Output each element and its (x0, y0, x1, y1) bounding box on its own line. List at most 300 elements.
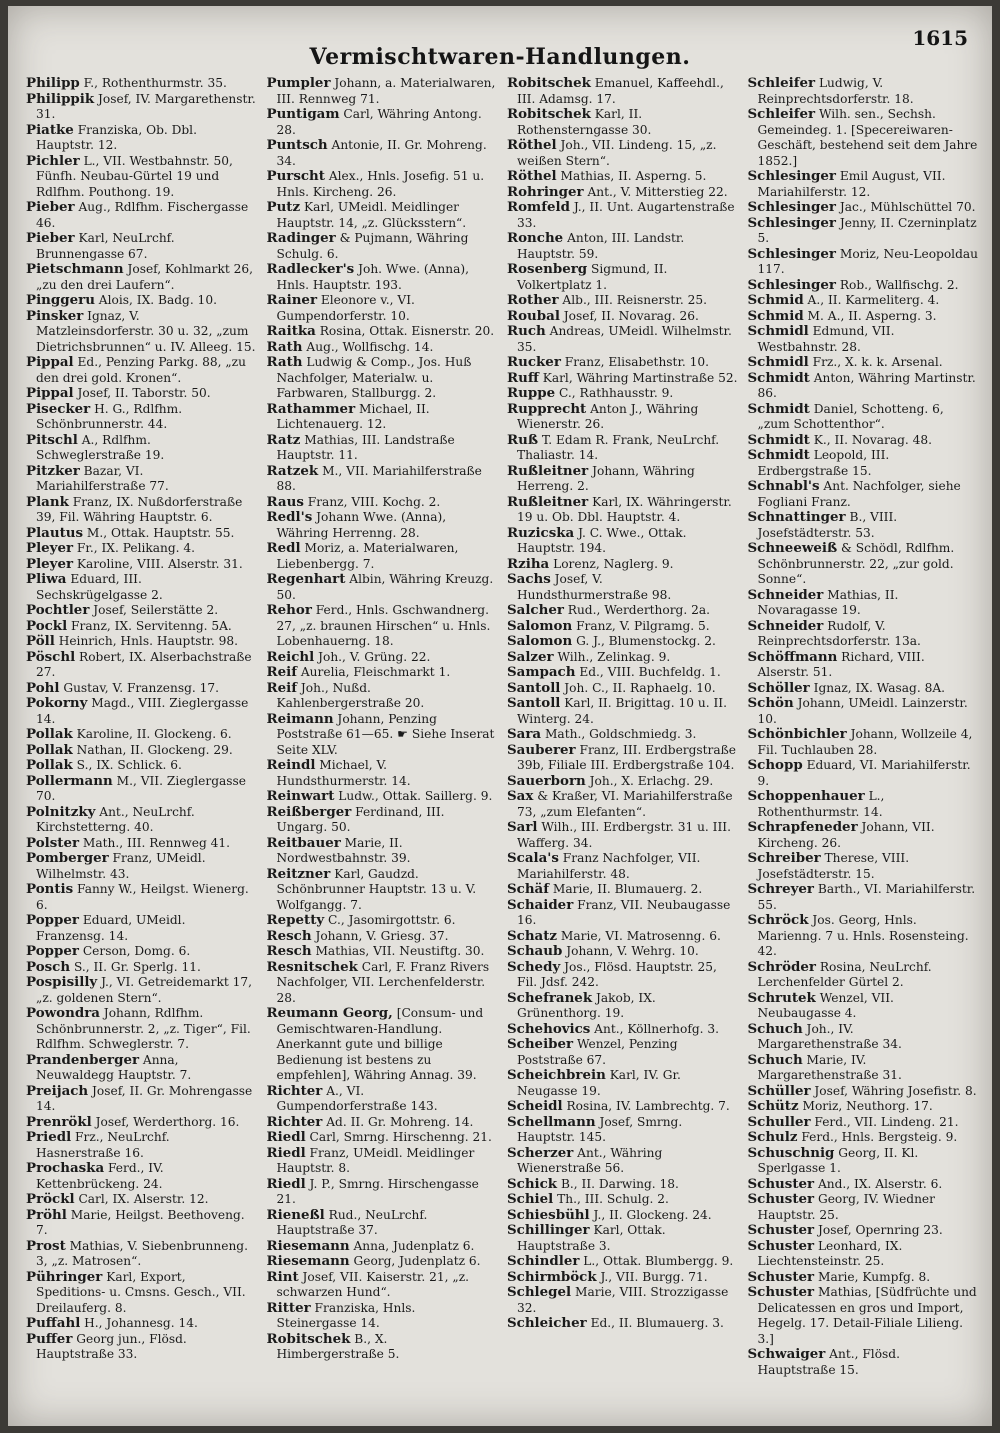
directory-columns (26, 76, 982, 1416)
directory-entry (507, 696, 738, 727)
entry-details: Frz., NeuLrchf. Hasnerstraße 16. (36, 1130, 170, 1160)
directory-entry (267, 107, 498, 138)
entry-name: Ruff (507, 369, 539, 386)
entry-name: Schneider (747, 617, 824, 634)
entry-name: Repetty (266, 912, 325, 928)
directory-entry (507, 851, 738, 882)
entry-name: Pleyer (26, 540, 74, 556)
directory-entry (26, 355, 257, 386)
directory-entry (267, 1130, 498, 1146)
entry-details: & Pujmann, Währing Schulg. 6. (276, 231, 469, 261)
directory-entry (26, 262, 257, 293)
entry-name: Schröder (747, 958, 816, 975)
directory-entry (267, 681, 498, 712)
entry-details: Josef, II. Taborstr. 50. (73, 386, 211, 400)
entry-details: Ant., NeuLrchf. Kirchstetterng. 40. (36, 804, 195, 834)
entry-name: Priedl (26, 1129, 72, 1145)
entry-details: L., VII. Westbahnstr. 50, Fünfh. Neubau-Gürtel 19 und Rdlfhm. Pouthong. 19. (36, 153, 233, 199)
entry-details: Lorenz, Naglerg. 9. (549, 556, 674, 571)
directory-entry (267, 789, 498, 805)
entry-name: Schuster (747, 1284, 815, 1300)
directory-entry (507, 1192, 738, 1208)
directory-entry (26, 758, 257, 774)
entry-name: Salomon (507, 617, 573, 634)
entry-details: Joh., IV. Margarethenstraße 34. (757, 1021, 902, 1051)
entry-details: Franz, UMeidl. Meidlinger Hauptstr. 8. (276, 1145, 475, 1175)
entry-name: Rainer (266, 292, 318, 308)
entry-details: Joh. Wwe. (Anna), Hnls. Hauptstr. 193. (276, 262, 469, 292)
directory-entry (748, 1285, 979, 1347)
directory-entry (267, 603, 498, 650)
directory-entry (748, 789, 979, 820)
directory-entry (507, 1115, 738, 1146)
directory-entry (748, 433, 979, 449)
entry-name: Rosenberg (507, 261, 588, 277)
directory-entry (507, 634, 738, 650)
entry-name: Schoppenhauer (747, 788, 865, 804)
directory-entry (26, 526, 257, 542)
entry-details: Johann, UMeidl. Lainzerstr. 10. (757, 696, 968, 726)
entry-name: Pohl (26, 679, 60, 696)
directory-entry (507, 433, 738, 464)
directory-entry (507, 386, 738, 402)
entry-details: Franz, III. Erdbergstraße 39b, Filiale III. Erdbergstraße 104. (517, 742, 737, 772)
directory-entry (267, 541, 498, 572)
directory-entry (748, 169, 979, 200)
entry-details: Franziska, Ob. Dbl. Hauptstr. 12. (36, 122, 197, 152)
directory-entry (26, 650, 257, 681)
entry-name: Santoll (507, 679, 561, 696)
directory-entry (507, 743, 738, 774)
directory-entry (748, 309, 979, 325)
entry-details: B., II. Darwing. 18. (557, 1176, 679, 1191)
entry-name: Schneeweiß (747, 540, 838, 556)
entry-name: Ruch (507, 323, 546, 339)
entry-name: Raus (266, 493, 304, 510)
entry-details: Ant., Währing Wienerstraße 56. (517, 1145, 663, 1175)
entry-details: Karl, IV. Gr. Neugasse 19. (517, 1068, 681, 1098)
entry-name: Scheiber (507, 1036, 574, 1052)
directory-entry (267, 913, 498, 929)
entry-name: Schefranek (507, 989, 593, 1006)
directory-entry (748, 107, 979, 169)
entry-name: Salomon (507, 633, 573, 649)
entry-name: Schindler (507, 1253, 580, 1269)
entry-details: C., Rathhausstr. 9. (555, 386, 674, 400)
entry-details: Fanny W., Heilgst. Wienerg. 6. (36, 882, 249, 912)
directory-entry (748, 758, 979, 789)
directory-entry (267, 433, 498, 464)
entry-details: B., X. Himbergerstraße 5. (276, 1331, 400, 1361)
directory-entry (26, 805, 257, 836)
entry-name: Robitschek (507, 76, 591, 91)
directory-entry (26, 433, 257, 464)
entry-name: Robitschek (507, 106, 591, 122)
directory-entry (267, 510, 498, 541)
directory-entry (748, 371, 979, 402)
entry-details: Joh., VII. Lindeng. 15, „z. weißen Stern“. (517, 138, 717, 168)
directory-entry (26, 882, 257, 913)
entry-details: Marie, IV. Margarethenstraße 31. (757, 1052, 902, 1082)
entry-details: Josef, Seilerstätte 2. (89, 603, 219, 617)
entry-name: Schuster (747, 1222, 815, 1238)
entry-details: Georg, IV. Wiedner Hauptstr. 25. (757, 1192, 935, 1222)
directory-entry (748, 1347, 979, 1378)
entry-name: Rziha (507, 555, 550, 572)
entry-details: J., VI. Getreidemarkt 17, „z. goldenen Stern“. (36, 975, 253, 1005)
entry-details: Karl, Export, Speditions- u. Cmsns. Gesch., VII. Dreilauferg. 8. (36, 1269, 246, 1315)
entry-name: Pollermann (26, 772, 113, 789)
directory-entry (26, 293, 257, 309)
entry-name: Pöll (26, 633, 55, 649)
entry-details: Barth., VI. Mariahilferstr. 55. (757, 882, 976, 912)
entry-details: A., VI. Gumpendorferstraße 143. (276, 1083, 438, 1113)
entry-details: Rosina, NeuLrchf. Lerchenfelder Gürtel 2. (757, 959, 932, 989)
entry-details: Ed., Penzing Parkg. 88, „zu den drei gold. Kronen“. (36, 355, 246, 385)
entry-name: Schön (747, 695, 794, 711)
page-number: 1615 (912, 26, 968, 50)
directory-entry (267, 665, 498, 681)
directory-entry (507, 789, 738, 820)
entry-details: Moriz, a. Materialwaren, Liebenbergg. 7. (276, 541, 459, 571)
entry-details: Carl, F. Franz Rivers Nachfolger, VII. Lerchenfelderstr. 28. (276, 959, 490, 1005)
entry-details: Mathias, [Südfrüchte und Delicatessen en gros und Import, Hegelg. 17. Detail-Filiale Lilieng. 3.] (757, 1285, 977, 1346)
entry-details: Richard, VIII. Alserstr. 51. (757, 649, 925, 679)
entry-name: Salcher (507, 602, 564, 618)
column-2 (267, 76, 502, 1416)
directory-entry (26, 944, 257, 960)
entry-name: Rehor (266, 602, 312, 618)
entry-details: C., Jasomirgottstr. 6. (324, 913, 456, 927)
entry-details: Alex., Hnls. Josefig. 51 u. Hnls. Kircheng. 26. (276, 169, 485, 199)
entry-details: J., II. Unt. Augartenstraße 33. (517, 200, 735, 230)
entry-details: Math., Goldschmiedg. 3. (541, 727, 697, 741)
directory-entry (267, 944, 498, 960)
directory-entry (748, 1099, 979, 1115)
entry-name: Resch (266, 927, 312, 944)
directory-entry (507, 169, 738, 185)
directory-entry (748, 293, 979, 309)
entry-details: Johann, a. Materialwaren, III. Rennweg 71. (276, 76, 496, 106)
directory-entry (507, 727, 738, 743)
entry-name: Richter (266, 1113, 323, 1130)
entry-name: Schlesinger (747, 199, 836, 215)
entry-name: Reitzner (266, 865, 331, 882)
directory-entry (748, 216, 979, 247)
directory-entry (26, 1053, 257, 1084)
entry-details: J., II. Glockeng. 24. (589, 1207, 712, 1222)
entry-name: Schillinger (507, 1222, 590, 1238)
directory-entry (748, 1239, 979, 1270)
entry-name: Reif (266, 664, 297, 680)
entry-details: Karl, IX. Währingerstr. 19 u. Ob. Dbl. Hauptstr. 4. (517, 494, 732, 524)
entry-name: Ruß (507, 431, 539, 448)
entry-details: Th., III. Schulg. 2. (553, 1192, 669, 1206)
entry-name: Schrutek (747, 989, 816, 1006)
entry-details: Franz Nachfolger, VII. Mariahilferstr. 48. (517, 851, 701, 881)
directory-entry (267, 867, 498, 914)
entry-details: Emil August, VII. Mariahilferstr. 12. (757, 169, 946, 199)
entry-details: Karl, Währing Martinstraße 52. (538, 370, 738, 385)
entry-name: Schmidt (747, 431, 810, 448)
directory-page (8, 6, 992, 1426)
directory-entry (507, 107, 738, 138)
entry-details: Rud., Werderthorg. 2a. (563, 603, 710, 617)
directory-entry (26, 1192, 257, 1208)
entry-details: Franz, VIII. Kochg. 2. (303, 494, 441, 509)
directory-entry (507, 309, 738, 325)
directory-entry (26, 1332, 257, 1363)
directory-entry (26, 743, 257, 759)
entry-name: Reif (266, 679, 297, 696)
entry-details: Wenzel, VII. Neubaugasse 4. (757, 990, 894, 1020)
directory-entry (267, 1115, 498, 1131)
entry-details: Johann, Rdlfhm. Schönbrunnerstr. 2, „z. Tiger“, Fil. Rdlfhm. Schweglerstr. 7. (36, 1006, 251, 1051)
entry-name: Reichl (266, 648, 315, 665)
entry-details: Johann, Währing Herreng. 2. (517, 463, 695, 493)
entry-details: J. C. Wwe., Ottak. Hauptstr. 194. (517, 525, 687, 555)
entry-name: Ruppe (507, 385, 556, 401)
directory-entry (748, 1223, 979, 1239)
entry-name: Schiel (507, 1191, 554, 1207)
entry-name: Richter (266, 1082, 323, 1099)
directory-entry (26, 727, 257, 743)
entry-details: Ant., V. Mitterstieg 22. (583, 184, 728, 199)
entry-details: Albin, Währing Kreuzg. 50. (276, 572, 494, 602)
entry-details: Michael, V. Hundsthurmerstr. 14. (276, 758, 411, 788)
entry-name: Schlesinger (747, 168, 836, 184)
directory-entry (507, 681, 738, 697)
entry-name: Schröck (747, 912, 809, 928)
entry-details: Joh., X. Erlachg. 29. (585, 773, 714, 788)
entry-name: Piatke (26, 121, 74, 138)
entry-name: Riedl (266, 1129, 306, 1145)
entry-name: Sauerborn (507, 772, 586, 789)
directory-entry (26, 634, 257, 650)
entry-details: M., VII. Mariahilferstraße 88. (276, 463, 482, 493)
entry-name: Schlesinger (747, 214, 836, 231)
directory-entry (267, 805, 498, 836)
entry-details: Mathias, VII. Neustiftg. 30. (311, 944, 485, 958)
entry-details: Ed., II. Blumauerg. 3. (586, 1316, 724, 1330)
entry-name: Schedy (507, 958, 561, 975)
directory-entry (507, 898, 738, 929)
entry-details: Ludwig, V. Reinprechtsdorferstr. 18. (757, 76, 914, 106)
entry-name: Scheichbrein (507, 1067, 606, 1083)
entry-details: Josef, Währing Josefistr. 8. (810, 1083, 977, 1098)
entry-details: Gustav, V. Franzensg. 17. (59, 680, 220, 695)
entry-details: Jos. Georg, Hnls. Marienng. 7 u. Hnls. Rosensteing. 42. (757, 913, 969, 958)
entry-details: Leonhard, IX. Liechtensteinstr. 25. (757, 1238, 903, 1268)
entry-details: A., II. Karmeliterg. 4. (803, 293, 940, 307)
entry-name: Riedl (266, 1144, 306, 1161)
directory-entry (748, 510, 979, 541)
directory-entry (26, 1161, 257, 1192)
entry-name: Schmidl (747, 354, 809, 370)
entry-details: Eleonore v., VI. Gumpendorferstr. 10. (276, 293, 415, 323)
entry-details: & Schödl, Rdlfhm. Schönbrunnerstr. 22, „zur gold. Sonne“. (757, 541, 955, 586)
directory-entry (26, 92, 257, 123)
entry-name: Ritter (266, 1299, 311, 1316)
directory-entry (267, 1270, 498, 1301)
directory-entry (267, 231, 498, 262)
entry-details: Carl, IX. Alserstr. 12. (74, 1192, 209, 1206)
entry-name: Pockl (26, 617, 68, 634)
directory-entry (507, 619, 738, 635)
entry-name: Schuster (747, 1191, 815, 1207)
entry-name: Schuller (747, 1113, 811, 1130)
entry-name: Pokorny (26, 695, 88, 711)
entry-details: Alois, IX. Badg. 10. (94, 293, 217, 307)
entry-name: Schmidt (747, 400, 810, 417)
entry-details: Georg, II. Kl. Sperlgasse 1. (757, 1145, 919, 1175)
entry-name: Putz (266, 199, 301, 215)
directory-entry (507, 960, 738, 991)
entry-details: T. Edam R. Frank, NeuLrchf. Thaliastr. 14. (517, 432, 720, 462)
directory-entry (267, 293, 498, 324)
directory-entry (507, 355, 738, 371)
directory-entry (26, 464, 257, 495)
entry-name: Purscht (266, 168, 325, 184)
entry-name: Rieneßl (266, 1206, 325, 1223)
directory-entry (26, 386, 257, 402)
entry-name: Scheidl (507, 1098, 563, 1114)
directory-entry (26, 1208, 257, 1239)
entry-name: Schmid (747, 292, 804, 308)
entry-details: Rob., Wallfischg. 2. (835, 277, 959, 292)
directory-entry (507, 1068, 738, 1099)
directory-entry (507, 1270, 738, 1286)
entry-name: Polnitzky (26, 803, 96, 820)
entry-name: Puntigam (266, 106, 340, 122)
entry-details: Ludwig & Comp., Jos. Huß Nachfolger, Materialw. u. Farbwaren, Stallburgg. 2. (276, 355, 472, 400)
entry-details: Franz, V. Pilgramg. 5. (572, 618, 710, 633)
directory-entry (507, 200, 738, 231)
column-1 (26, 76, 261, 1416)
entry-details: Sigmund, II. Volkertplatz 1. (517, 262, 668, 292)
entry-name: Pisecker (26, 400, 91, 417)
entry-name: Pinggeru (26, 292, 95, 308)
entry-details: Jac., Mühlschüttel 70. (835, 200, 976, 214)
entry-name: Roubal (507, 307, 560, 324)
entry-name: Pitschl (26, 431, 78, 448)
directory-entry (267, 1177, 498, 1208)
entry-name: Schmidt (747, 369, 810, 386)
directory-entry (26, 960, 257, 976)
entry-details: Carl, Währing Antong. 28. (276, 107, 482, 137)
directory-entry (26, 619, 257, 635)
entry-name: Schleifer (747, 76, 816, 91)
directory-entry (748, 588, 979, 619)
directory-entry (507, 495, 738, 526)
directory-entry (26, 913, 257, 944)
entry-name: Pontis (26, 881, 74, 897)
directory-entry (267, 712, 498, 759)
directory-entry (748, 1177, 979, 1193)
directory-entry (267, 464, 498, 495)
directory-entry (26, 851, 257, 882)
entry-details: Mathias, III. Landstraße Hauptstr. 11. (276, 432, 455, 462)
entry-details: M., Ottak. Hauptstr. 55. (83, 525, 235, 540)
entry-details: Josef, Smrng. Hauptstr. 145. (517, 1114, 683, 1144)
directory-entry (267, 262, 498, 293)
directory-entry (507, 138, 738, 169)
directory-entry (748, 681, 979, 697)
directory-entry (26, 975, 257, 1006)
entry-details: Johann Wwe. (Anna), Währing Herrenng. 28. (276, 510, 447, 540)
entry-name: Schirmböck (507, 1268, 597, 1285)
entry-details: Joh. C., II. Raphaelg. 10. (560, 680, 716, 695)
entry-details: [Consum- und Gemischtwaren-Handlung. Anerkannt gute und billige Bedienung ist bestens zu empfehlen], Währing Annag. 39. (276, 1006, 484, 1082)
entry-details: Heinrich, Hnls. Hauptstr. 98. (54, 634, 239, 648)
entry-details: Rosina, IV. Lambrechtg. 7. (562, 1099, 730, 1113)
directory-entry (507, 76, 738, 107)
directory-entry (26, 200, 257, 231)
entry-name: Ruzicska (507, 524, 575, 541)
entry-name: Schehovics (507, 1020, 591, 1037)
directory-entry (507, 572, 738, 603)
entry-name: Sarl (507, 819, 538, 835)
entry-details: Johann, V. Wehrg. 10. (562, 944, 699, 958)
entry-name: Romfeld (507, 199, 570, 215)
entry-details: Jakob, IX. Grünenthorg. 19. (517, 990, 656, 1020)
entry-name: Popper (26, 943, 79, 959)
entry-details: Therese, VIII. Josefstädterstr. 15. (757, 851, 910, 881)
directory-entry (267, 929, 498, 945)
directory-entry (26, 774, 257, 805)
entry-name: Puffahl (26, 1315, 81, 1331)
entry-details: Nathan, II. Glockeng. 29. (72, 742, 233, 757)
entry-details: Math., III. Rennweg 41. (79, 835, 231, 850)
entry-details: A., Rdlfhm. Schweglerstraße 19. (36, 432, 165, 462)
entry-name: Schaider (507, 896, 574, 913)
entry-details: Karl, UMeidl. Meidlinger Hauptstr. 14, „z. Glücksstern“. (276, 200, 467, 230)
directory-entry (748, 278, 979, 294)
entry-details: Ant., Flösd. Hauptstraße 15. (757, 1347, 900, 1377)
directory-entry (26, 495, 257, 526)
directory-entry (507, 526, 738, 557)
directory-entry (507, 1316, 738, 1332)
entry-name: Sampach (507, 664, 576, 680)
entry-details: Johann, VII. Kircheng. 26. (757, 820, 935, 850)
entry-name: Pumpler (266, 76, 331, 91)
directory-entry (507, 774, 738, 790)
entry-details: Daniel, Schotteng. 6, „zum Schottenthor“. (757, 401, 944, 431)
entry-details: Franz, VII. Neubaugasse 16. (517, 897, 731, 927)
entry-name: Pinsker (26, 307, 84, 324)
directory-entry (748, 355, 979, 371)
entry-name: Schäf (507, 881, 549, 897)
entry-name: Röthel (507, 168, 557, 184)
entry-name: Popper (26, 912, 79, 928)
entry-details: Johann, V. Griesg. 37. (311, 928, 449, 943)
directory-entry (748, 402, 979, 433)
entry-details: Georg, Judenplatz 6. (349, 1254, 481, 1268)
entry-details: Karl, II. Rothensterngasse 30. (517, 107, 652, 137)
entry-name: Schleifer (747, 106, 816, 122)
entry-name: Schiesbühl (507, 1206, 590, 1223)
entry-name: Pippal (26, 385, 74, 401)
directory-entry (507, 944, 738, 960)
entry-details: Mathias, II. Novaragasse 19. (757, 587, 899, 617)
entry-name: Schulz (747, 1129, 798, 1145)
entry-name: Schreyer (747, 881, 814, 897)
directory-entry (26, 1130, 257, 1161)
entry-details: Aug., Rdlfhm. Fischergasse 46. (36, 200, 249, 230)
entry-name: Schmidl (747, 323, 809, 339)
directory-entry (267, 758, 498, 789)
directory-entry (26, 603, 257, 619)
